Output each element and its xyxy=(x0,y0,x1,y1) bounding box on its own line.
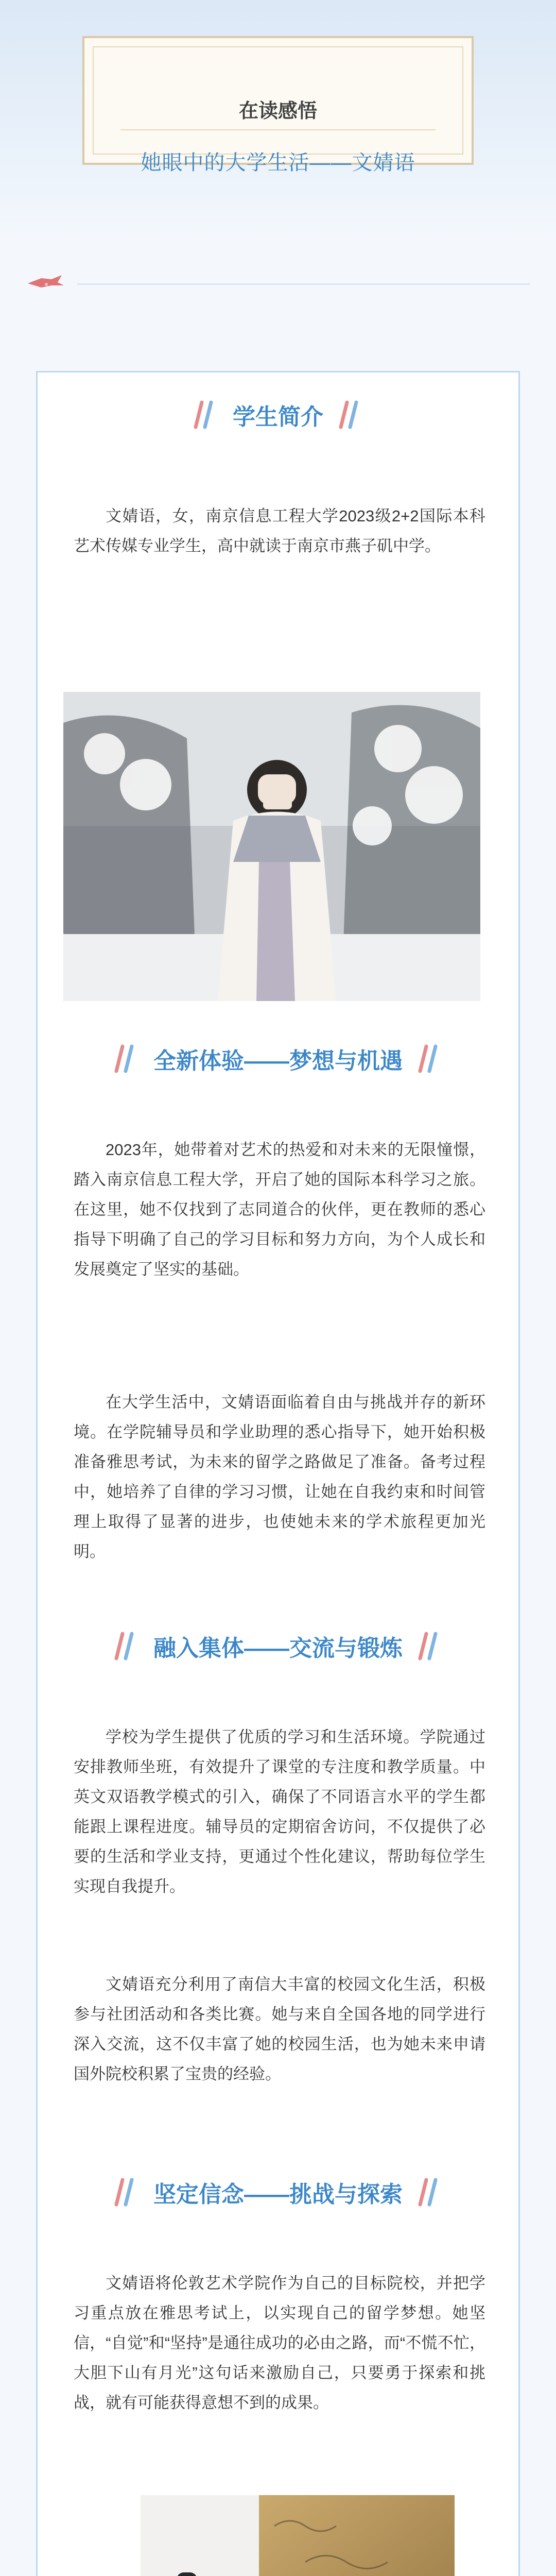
paragraph: 文婧语，女，南京信息工程大学2023级2+2国际本科艺术传媒专业学生，高中就读于南京市燕子矶中学。 xyxy=(74,507,485,555)
double-slash-brush-icon xyxy=(114,1632,138,1660)
section-title-student-intro xyxy=(38,398,518,439)
double-slash-brush-icon xyxy=(418,1044,442,1073)
double-slash-brush-icon xyxy=(194,400,217,429)
section-title-new-experience xyxy=(38,1042,518,1083)
paragraph: 学校为学生提供了优质的学习和生活环境。学院通过安排教师坐班，有效提升了课堂的专注度和教学质量。中英文双语教学模式的引入，确保了不同语言水平的学生都能跟上课程进度。辅导员的定期宿舍访问，不仅提供了必要的生活和学业支持，更通过个性化建议，帮助每位学生实现自我提升。 xyxy=(74,1728,485,1895)
paragraph: 文婧语将伦敦艺术学院作为自己的目标院校，并把学习重点放在雅思考试上，以实现自己的留学梦想。她坚信，“自觉”和“坚持”是通往成功的必由之路，而“不慌不忙，大胆下山有月光”这句话来激励自己，只要勇于探索和挑战，就有可能获得意想不到的成果。 xyxy=(74,2274,485,2412)
photo-guitar-signature-wall xyxy=(141,2495,455,2576)
paragraph: 在大学生活中，文婧语面临着自由与挑战并存的新环境。在学院辅导员和学业助理的悉心指导下，她开始积极准备雅思考试，为未来的留学之路做足了准备。备考过程中，她培养了自律的学习习惯，让她在自我约束和时间管理上取得了显著的进步，也使她未来的学术旅程更加光明。 xyxy=(74,1393,485,1561)
photo-snow-portrait xyxy=(63,692,480,1001)
section-label: 融入集体——交流与锻炼 xyxy=(153,1636,403,1661)
section-label: 坚定信念——挑战与探索 xyxy=(153,2182,403,2207)
double-slash-brush-icon xyxy=(418,2178,442,2207)
section-title-firm-belief xyxy=(38,2176,518,2217)
header-card xyxy=(82,36,474,174)
divider-line xyxy=(77,283,530,285)
decorative-divider xyxy=(26,268,530,299)
double-slash-brush-icon xyxy=(114,2178,138,2207)
page-subtitle: 她眼中的大学生活——文婧语 xyxy=(141,151,415,174)
double-slash-brush-icon xyxy=(418,1632,442,1660)
section-label: 全新体验——梦想与机遇 xyxy=(153,1048,403,1074)
section-title-join-collective xyxy=(38,1630,518,1671)
double-slash-brush-icon xyxy=(114,1044,138,1073)
paragraph: 文婧语充分利用了南信大丰富的校园文化生活，积极参与社团活动和各类比赛。她与来自全国各地的同学进行深入交流，这不仅丰富了她的校园生活，也为她未来申请国外院校积累了宝贵的经验。 xyxy=(74,1975,485,2083)
paragraph: 2023年，她带着对艺术的热爱和对未来的无限憧憬，踏入南京信息工程大学，开启了她的国际本科学习之旅。在这里，她不仅找到了志同道合的伙伴，更在教师的悉心指导下明确了自己的学习目标和努力方向，为个人成长和发展奠定了坚实的基础。 xyxy=(74,1141,485,1278)
section-label: 学生简介 xyxy=(233,404,323,430)
double-slash-brush-icon xyxy=(339,400,362,429)
page-title: 在读感悟 xyxy=(238,100,317,122)
header-divider xyxy=(120,129,436,130)
article-card xyxy=(36,371,520,2576)
plane-deco-icon xyxy=(26,272,67,293)
